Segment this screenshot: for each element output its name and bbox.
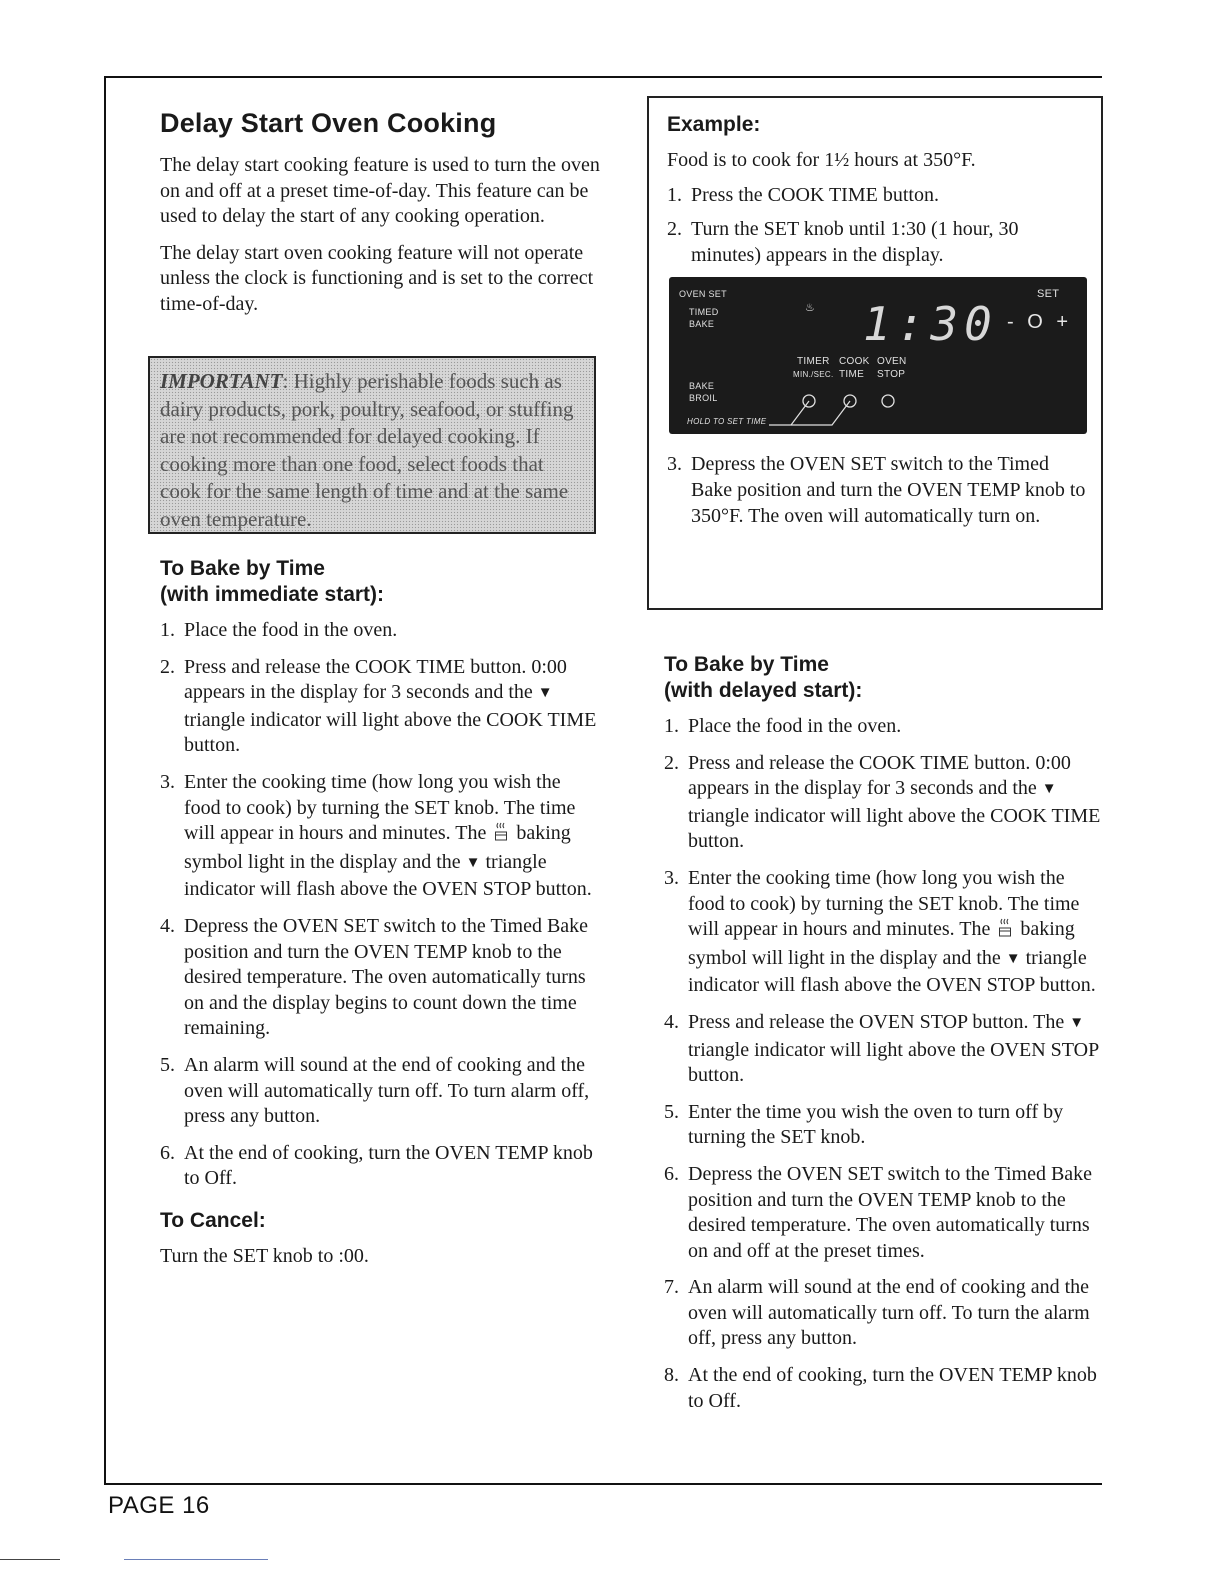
triangle-indicator-icon: ▼ — [537, 685, 553, 702]
display-graphics — [669, 277, 1087, 434]
list-item — [160, 914, 600, 1042]
step-text: At the end of cooking, turn the OVEN TEMP knob to Off. — [688, 1364, 1097, 1412]
example-steps-cont — [667, 452, 1087, 529]
step-number: 3. — [667, 453, 682, 476]
delayed-heading-line1: To Bake by Time — [664, 653, 829, 676]
page-title: Delay Start Oven Cooking — [160, 108, 497, 138]
list-item — [667, 217, 1087, 268]
step-text-cont: triangle indicator will light above the COOK TIME button. — [688, 804, 1101, 853]
immediate-heading-line1: To Bake by Time — [160, 557, 325, 580]
list-item — [664, 751, 1104, 855]
set-knob-control: - O + — [1007, 311, 1073, 334]
triangle-indicator-icon: ▼ — [465, 854, 481, 871]
time-label: TIME — [839, 369, 865, 381]
list-item — [664, 1275, 1104, 1352]
triangle-indicator-icon: ▼ — [1069, 1014, 1085, 1031]
step-text: Press the COOK TIME button. — [691, 183, 939, 206]
list-item — [664, 1162, 1104, 1264]
step-text-mid: baking symbol will light in the display and the — [688, 918, 1075, 969]
immediate-section — [160, 556, 600, 1280]
set-label: SET — [1037, 288, 1060, 301]
triangle-indicator-icon: ▼ — [1041, 781, 1057, 798]
step-number: 3. — [664, 866, 679, 889]
example-content — [667, 112, 1087, 540]
cancel-text: Turn the SET knob to :00. — [160, 1244, 369, 1267]
step-text: Press and release the COOK TIME button. 0:00 appears in the display for 3 seconds and the — [688, 751, 1071, 800]
cancel-heading: To Cancel: — [160, 1208, 266, 1232]
bake-mode-label: BAKE — [689, 381, 715, 392]
step-text: Place the food in the oven. — [688, 715, 902, 737]
oven-set-label: OVEN SET — [679, 289, 727, 300]
step-text: Depress the OVEN SET switch to the Timed Bake position and turn the OVEN TEMP knob to the desired temperature. The oven automatically turns on and the display begins to count down the time remaining. — [184, 914, 589, 1040]
oven-label: OVEN — [877, 356, 907, 368]
list-item — [667, 183, 1087, 209]
baking-symbol-icon — [494, 822, 508, 850]
delayed-heading — [664, 652, 1104, 704]
step-number: 2. — [664, 751, 679, 774]
timed-label: TIMED — [689, 307, 719, 318]
page-number: PAGE 16 — [108, 1492, 210, 1519]
list-item — [664, 866, 1104, 999]
cook-label: COOK — [839, 356, 870, 368]
step-text: An alarm will sound at the end of cooking and the oven will automatically turn off. To turn the alarm off, press any button. — [688, 1276, 1090, 1350]
important-text — [160, 368, 584, 533]
baking-symbol-display-icon: ♨ — [805, 302, 815, 315]
step-text: Press and release the OVEN STOP button. The — [688, 1010, 1070, 1033]
step-text: Place the food in the oven. — [184, 619, 398, 641]
step-number: 5. — [160, 1053, 175, 1076]
list-item — [160, 618, 600, 644]
baking-symbol-icon — [998, 918, 1012, 946]
list-item — [664, 714, 1104, 740]
footer-mark-left — [0, 1559, 60, 1560]
step-text-cont: triangle indicator will flash above the OVEN STOP button. — [688, 946, 1096, 997]
left-rule — [104, 76, 106, 1484]
important-body: : Highly perishable foods such as dairy products, pork, poultry, seafood, or stuffing are not recommended for delayed cooking. If cooking more than one food, select foods that cook for the same length of time and at the same oven temperature. — [160, 369, 574, 531]
broil-label: BROIL — [689, 393, 718, 404]
top-rule — [104, 76, 1102, 78]
list-item — [160, 655, 600, 759]
step-number: 1. — [667, 183, 682, 206]
stop-label: STOP — [877, 369, 906, 381]
oven-stop-button-icon[interactable] — [882, 395, 894, 407]
triangle-indicator-icon: ▼ — [1005, 950, 1021, 967]
hold-pointer-line-1 — [769, 401, 809, 425]
list-item — [664, 1010, 1104, 1089]
step-text: Depress the OVEN SET switch to the Timed Bake position and turn the OVEN TEMP knob to 350°F. The oven will automatically turn on. — [691, 453, 1086, 527]
important-lead: IMPORTANT — [160, 369, 283, 393]
step-text: An alarm will sound at the end of cooking and the oven will automatically turn off. To turn alarm off, press any button. — [184, 1053, 590, 1128]
step-number: 2. — [667, 218, 682, 241]
list-item — [664, 1100, 1104, 1151]
delayed-steps — [664, 714, 1104, 1414]
step-text: Turn the SET knob until 1:30 (1 hour, 30 minutes) appears in the display. — [691, 218, 1019, 266]
step-number: 1. — [160, 619, 175, 641]
immediate-heading — [160, 556, 600, 608]
step-number: 1. — [664, 715, 679, 737]
step-number: 2. — [160, 655, 175, 678]
list-item — [667, 452, 1087, 529]
step-number: 6. — [664, 1162, 679, 1185]
left-column — [160, 108, 600, 329]
time-readout: 1:30 — [863, 297, 998, 352]
step-text: Press and release the COOK TIME button. 0:00 appears in the display for 3 seconds and the — [184, 655, 567, 704]
example-intro: Food is to cook for 1½ hours at 350°F. — [667, 149, 976, 171]
step-number: 5. — [664, 1100, 679, 1123]
example-box — [647, 96, 1103, 610]
step-text: Enter the time you wish the oven to turn off by turning the SET knob. — [688, 1100, 1064, 1149]
list-item — [160, 1053, 600, 1130]
step-text: Depress the OVEN SET switch to the Timed Bake position and turn the OVEN TEMP knob to the desired temperature. The oven automatically turns on and off at the preset times. — [688, 1162, 1093, 1262]
step-number: 6. — [160, 1141, 175, 1164]
intro-paragraph-2: The delay start oven cooking feature will not operate unless the clock is functioning and is set to the correct time-of-day. — [160, 241, 594, 315]
step-number: 3. — [160, 770, 175, 793]
step-text-cont: triangle indicator will light above the OVEN STOP button. — [688, 1038, 1099, 1087]
list-item — [160, 770, 600, 903]
step-text: At the end of cooking, turn the OVEN TEMP knob to Off. — [184, 1141, 593, 1190]
timer-label: TIMER — [797, 356, 830, 368]
list-item — [664, 1363, 1104, 1414]
intro-paragraph-1: The delay start cooking feature is used to turn the oven on and off at a preset time-of-day. This feature can be used to delay the start of any cooking operation. — [160, 154, 600, 228]
step-text: Enter the cooking time (how long you wish the food to cook) by turning the SET knob. The time will appear in hours and minutes. The — [184, 770, 576, 845]
min-sec-label: MIN./SEC. — [793, 370, 834, 380]
delayed-section — [664, 652, 1104, 1425]
step-number: 4. — [160, 914, 175, 937]
step-number: 7. — [664, 1276, 679, 1299]
control-panel-display — [669, 277, 1087, 434]
important-notice — [148, 356, 596, 534]
immediate-steps — [160, 618, 600, 1192]
immediate-heading-line2: (with immediate start): — [160, 583, 385, 606]
step-text-mid: baking symbol light in the display and the — [184, 822, 571, 873]
step-text-cont: triangle indicator will flash above the OVEN STOP button. — [184, 850, 592, 901]
example-heading: Example: — [667, 113, 761, 136]
delayed-heading-line2: (with delayed start): — [664, 679, 863, 702]
list-item — [160, 1141, 600, 1192]
step-text: Enter the cooking time (how long you wish the food to cook) by turning the SET knob. The time will appear in hours and minutes. The — [688, 866, 1080, 941]
example-steps — [667, 183, 1087, 269]
hold-to-set-label: HOLD TO SET TIME — [687, 417, 767, 427]
bake-label: BAKE — [689, 319, 715, 330]
footer-mark-right — [124, 1559, 268, 1560]
bottom-rule — [104, 1483, 1102, 1485]
step-text-cont: triangle indicator will light above the COOK TIME button. — [184, 708, 597, 757]
step-number: 8. — [664, 1364, 679, 1387]
step-number: 4. — [664, 1010, 679, 1033]
